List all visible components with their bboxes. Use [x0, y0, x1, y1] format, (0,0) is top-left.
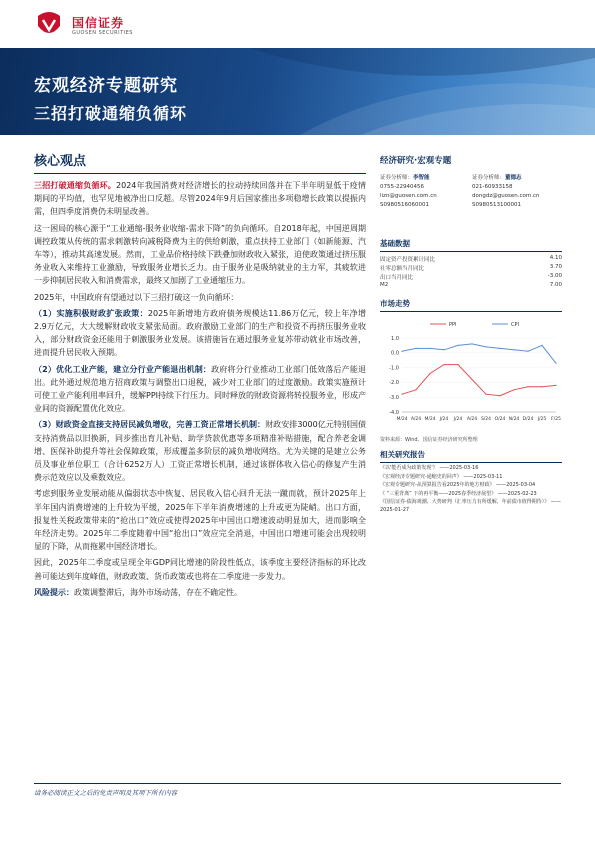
x-tick-label: D/24 [522, 417, 534, 422]
disclaimer-note: 请务必阅读正文之后的免责声明及其项下所有内容 [34, 789, 177, 797]
related-reports-divider [380, 462, 562, 463]
paragraph-2-text: 这一困局的核心源于“工业通缩-服务业收缩-需求下降”的负向循环。自2018年起，中国逆周期调控政策从传统的需求刺激转向减税降费为主的供给刺激，重点扶持工业部门（如新能源、汽车等），推动其高速发展。然而，工业品价格持续下跌叠加财政收入紧张，迫使政策通过挤压服务业收入来维持工业激励，导致服务业增长乏力。由于服务业是吸纳就业的主力军，其疲软进一步抑制居民收入和消费需求，最终又加剧了工业通缩压力。 [34, 223, 366, 286]
x-tick-label: O/24 [494, 417, 506, 422]
data-point [415, 389, 416, 390]
data-point [541, 345, 542, 346]
analyst-2-phone: 021-60933158 [472, 184, 513, 190]
report-title: 三招打破通缩负循环 [34, 104, 188, 123]
related-report-link[interactable]: 《国信证券-债海观潮、大势研判（汇率压力有所缓解，年前债市值得期待）》 ——2025-01-27 [380, 499, 561, 513]
x-tick-label: N/24 [508, 417, 520, 422]
paragraph-5-text: 政府将分行业推动工业部门低效落后产能退出。此外通过规范地方招商政策与调整出口退税，减少对工业部门的过度激励。政策实施预计可使工业产能利用率回升，缓解PPI持续下行压力。同时释放的财政资源将转投服务业，形成产业间的资源配置优化效应。 [34, 364, 367, 414]
basic-data-row [380, 282, 562, 290]
y-tick-label: 1.0 [391, 335, 399, 342]
basic-data-value: 4.10 [549, 255, 562, 261]
basic-data-value: 3.70 [549, 264, 562, 270]
data-point [499, 395, 500, 396]
basic-data-value: 7.00 [549, 282, 562, 288]
data-point [513, 349, 514, 350]
analyst-2 [472, 174, 562, 210]
report-category: 经济研究·宏观专题 [380, 156, 452, 166]
x-tick-label: M/24 [396, 417, 408, 422]
data-point [401, 351, 402, 352]
related-reports-heading: 相关研究报告 [380, 450, 425, 459]
x-tick-label: A/24 [466, 417, 478, 422]
brand-sub: GUOSEN SECURITIES [72, 30, 133, 36]
paragraph-6-text: 财政安排3000亿元特别国债支持消费品以旧换新，同步推出育儿补贴、助学贷款优惠等多项精准补贴措施，配合养老金调增、医保补助提升等社会保障政策，形成覆盖多阶层的减负增收网络。尤为关键的是建立公务员及事业单位职工（合计6252万人）工资正常增长机制，通过该群体收入信心的修复产生消费示范效应以及乘数效应。 [34, 420, 366, 483]
data-point [513, 389, 514, 390]
market-trend-heading: 市场走势 [380, 299, 410, 308]
basic-data-key: 社零总额当月同比 [380, 266, 425, 272]
data-point [471, 343, 472, 344]
paragraph-7-text: 考虑到服务业发展动能从偏弱状态中恢复、居民收入信心回升无法一蹴而就，预计2025年上半年国内消费增速的上升较为平缓，2025年下半年消费增速的上升或更为陡峭。出口方面，报复性关税政策带来的“抢出口”效应或使得2025年中国出口增速波动明显加大，进而影响全年经济走势。2025年二季度随着中国“抢出口”效应完全消退，中国出口增速可能会出现较明显的下降，从而拖累中国经济增长。 [34, 489, 366, 552]
data-point [527, 386, 528, 387]
data-point [401, 394, 402, 395]
related-report-link[interactable]: 《 “三重背离” 下的再平衡——2025春季经济展望》 ——2025-02-23 [380, 490, 537, 497]
analyst-1 [380, 174, 470, 210]
x-tick-label: A/24 [410, 417, 422, 422]
paragraph-4-lead: （1）实施积极财政扩张政策： [34, 308, 148, 318]
y-tick-label: 0.0 [391, 350, 399, 357]
y-tick-label: -4.0 [389, 409, 399, 416]
data-point [429, 373, 430, 374]
related-report-link[interactable]: 《宏观专题研究-从预算报告看2025年的地方财政》 ——2025-03-04 [380, 482, 536, 488]
data-point [457, 345, 458, 346]
sidebar-info [380, 154, 562, 514]
data-point [499, 348, 500, 349]
paragraph-3-text: 2025年，中国政府有望通过以下三招打破这一负向循环： [34, 292, 239, 302]
analyst-2-cert: S0980513100001 [472, 202, 521, 208]
data-point [429, 348, 430, 349]
analyst-2-label: 证券分析师： [472, 175, 506, 181]
data-point [485, 394, 486, 395]
title-banner [0, 48, 595, 135]
related-reports-list [380, 465, 562, 514]
guosen-logo-icon [34, 10, 64, 40]
paragraph-3 [34, 291, 366, 304]
ppi-cpi-chart-svg [380, 316, 562, 434]
basic-data-row [380, 264, 562, 272]
data-point [443, 349, 444, 350]
y-tick-label: -1.0 [389, 365, 399, 372]
data-point [485, 346, 486, 347]
paragraph-5 [34, 363, 366, 416]
section-divider [34, 173, 366, 174]
data-point [541, 386, 542, 387]
x-tick-label: J/24 [439, 417, 449, 422]
ppi-cpi-chart [380, 316, 562, 434]
analyst-1-name: 李智能 [413, 175, 430, 181]
basic-data-heading: 基础数据 [380, 239, 410, 248]
paragraph-6 [34, 418, 366, 484]
basic-data-row [380, 255, 562, 263]
paragraph-4 [34, 307, 366, 360]
paragraph-1-lead: 三招打破通缩负循环。 [34, 181, 117, 190]
analyst-block [380, 174, 562, 234]
related-report-link[interactable]: 《以'能否成为政策发现'》 ——2025-03-16 [380, 465, 479, 471]
analyst-1-cert: S0980516060001 [380, 202, 429, 208]
risk-warning-lead: 风险提示： [34, 587, 74, 597]
analyst-2-name: 董德志 [505, 175, 522, 181]
paragraph-5-lead: （2）优化工业产能，建立分行业产能退出机制： [34, 364, 212, 374]
legend-label: PPI [449, 322, 457, 328]
section-heading: 核心观点 [34, 154, 87, 169]
paragraph-1 [34, 179, 366, 219]
series-line-cpi [402, 344, 556, 363]
x-tick-label: M/24 [424, 417, 436, 422]
data-point [415, 348, 416, 349]
paragraph-4-text: 2025年新增地方政府债务规模达11.86万亿元，较上年净增2.9万亿元，大大缓解财政收支紧张局面。政府激励工业部门的生产和投资不再挤压服务业收入，部分财政资金还能用于刺激服务业发展。该措施旨在通过服务业复苏带动就业市场改善，进而提升居民收入预期。 [34, 308, 366, 358]
basic-data-key: 固定资产投资累计同比 [380, 257, 436, 263]
basic-data-value: -3.00 [547, 273, 562, 279]
analyst-1-email[interactable]: lizn@guosen.com.cn [380, 193, 437, 199]
brand-logo [34, 10, 154, 44]
market-trend-divider [380, 311, 562, 312]
analyst-2-email[interactable]: dongdz@guosen.com.cn [472, 193, 540, 199]
data-point [457, 364, 458, 365]
basic-data-key: 出口当月同比 [380, 275, 414, 281]
related-report-link[interactable]: 《宏观经济专题研究-通缩史的回声》 ——2025-03-11 [380, 473, 503, 480]
basic-data-row [380, 273, 562, 281]
paragraph-2 [34, 222, 366, 288]
paragraph-7 [34, 487, 366, 553]
paragraph-8-text: 因此，2025年二季度或呈现全年GDP同比增速的阶段性低点，该季度主要经济指标的环比改善可能达到年度峰值，财政政策、货币政策或也将在二季度进一步发力。 [34, 558, 366, 581]
x-tick-label: J/25 [537, 417, 547, 422]
x-tick-label: J/24 [453, 417, 463, 422]
data-point [443, 364, 444, 365]
y-tick-label: -2.0 [389, 380, 399, 387]
paragraph-1-text: 2024年我国消费对经济增长的拉动持续回落并在下半年明显低于疫情期间的平均值，也罕见地被净出口反超。尽管2024年9月后国家推出多项稳增长政策以提振内需，但四季度消费仍未明显改善。 [34, 181, 367, 217]
paragraph-8 [34, 556, 366, 582]
core-viewpoints [34, 150, 366, 599]
risk-warning [34, 586, 366, 599]
x-tick-label: S/24 [480, 417, 492, 422]
series-line-ppi [402, 365, 556, 396]
data-point [555, 385, 556, 386]
paragraph-6-lead: （3）财政资金直接支持居民减负增收，完善工资正常增长机制： [34, 420, 266, 430]
basic-data-divider [380, 251, 562, 252]
basic-data-list [380, 255, 562, 290]
data-point [527, 351, 528, 352]
analyst-1-label: 证券分析师： [380, 175, 414, 181]
x-tick-label: F/25 [551, 417, 561, 422]
basic-data-key: M2 [380, 282, 389, 288]
brand-name: 国信证券 [72, 16, 125, 30]
y-tick-label: -3.0 [389, 395, 399, 401]
risk-warning-text: 政策调整滞后，海外市场动荡，存在不确定性。 [74, 587, 242, 597]
data-point [471, 379, 472, 380]
data-point [555, 363, 556, 364]
legend-label: CPI [511, 322, 519, 328]
chart-source: 资料来源：Wind、国信证券经济研究所整理 [380, 437, 478, 443]
analyst-1-phone: 0755-22940456 [380, 184, 424, 190]
report-series-title: 宏观经济专题研究 [34, 76, 178, 96]
footer-divider [34, 783, 561, 784]
